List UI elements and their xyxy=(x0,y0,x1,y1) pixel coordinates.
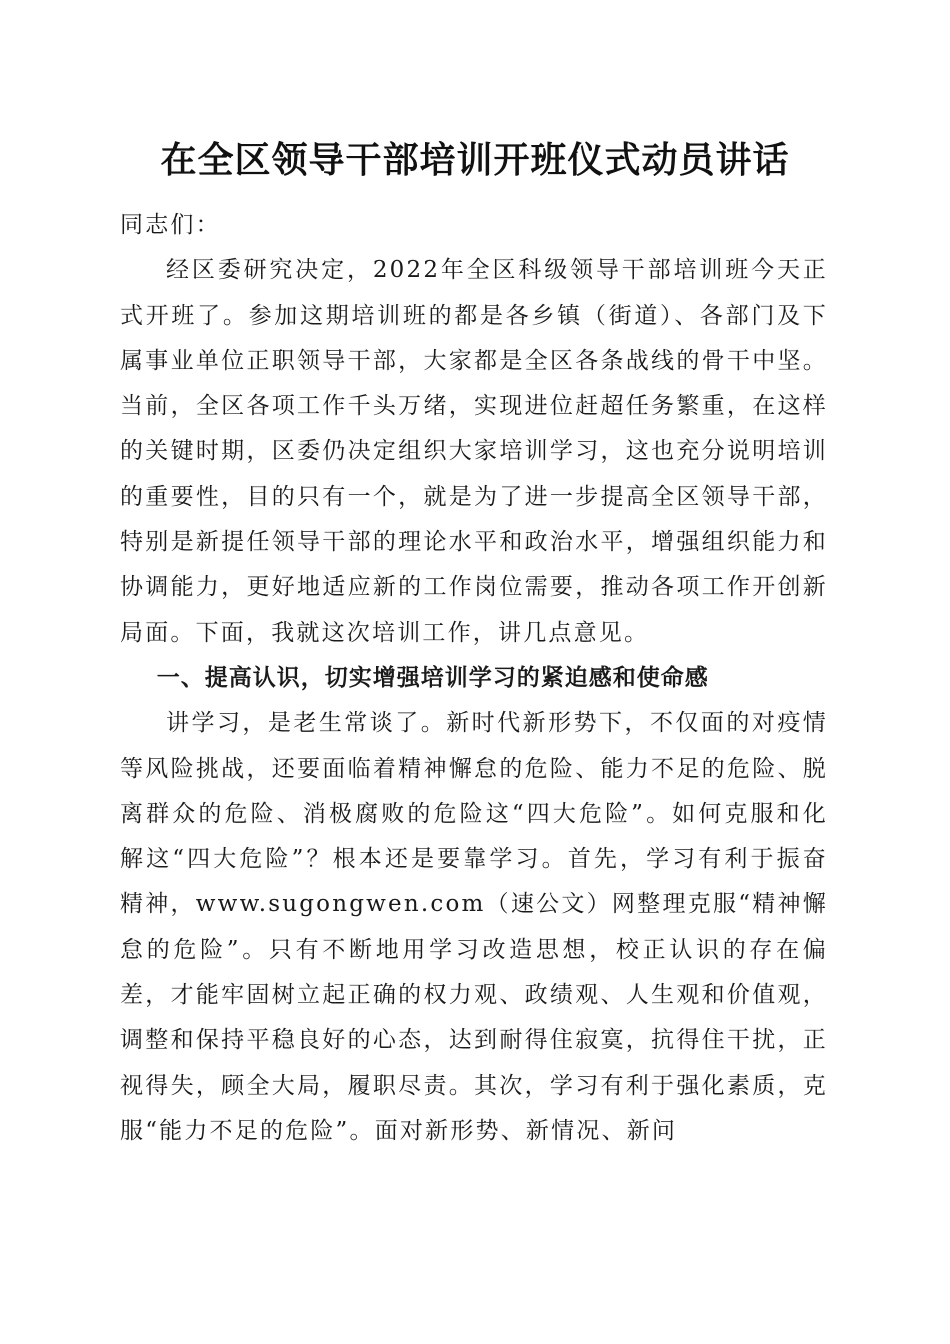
section-paragraph: 讲学习，是老生常谈了。新时代新形势下，不仅面的对疫情等风险挑战，还要面临着精神懈怠的危险、能力不足的危险、脱离群众的危险、消极腐败的危险这“四大危险”。如何克服和化解这“四大危险”？根本还是要靠学习。首先，学习有利于振奋精神，www.sugongwen.com（速公文）网整理克服“精神懈怠的危险”。只有不断地用学习改造思想，校正认识的存在偏差，才能牢固树立起正确的权力观、政绩观、人生观和价值观，调整和保持平稳良好的心态，达到耐得住寂寞，抗得住干扰，正视得失，顾全大局，履职尽责。其次，学习有利于强化素质，克服“能力不足的危险”。面对新形势、新情况、新问 xyxy=(120,710,828,1144)
document-title: 在全区领导干部培训开班仪式动员讲话 xyxy=(160,139,790,181)
document-body xyxy=(120,203,828,1154)
intro-paragraph: 经区委研究决定，2022年全区科级领导干部培训班今天正式开班了。参加这期培训班的都是各乡镇（街道）、各部门及下属事业单位正职领导干部，大家都是全区各条战线的骨干中坚。当前，全区各项工作千头万绪，实现进位赶超任务繁重，在这样的关键时期，区委仍决定组织大家培训学习，这也充分说明培训的重要性，目的只有一个，就是为了进一步提高全区领导干部，特别是新提任领导干部的理论水平和政治水平，增强组织能力和协调能力，更好地适应新的工作岗位需要，推动各项工作开创新局面。下面，我就这次培训工作，讲几点意见。 xyxy=(120,257,828,646)
salutation: 同志们： xyxy=(120,212,221,238)
section-heading: 一、提高认识，切实增强培训学习的紧迫感和使命感 xyxy=(156,664,709,691)
